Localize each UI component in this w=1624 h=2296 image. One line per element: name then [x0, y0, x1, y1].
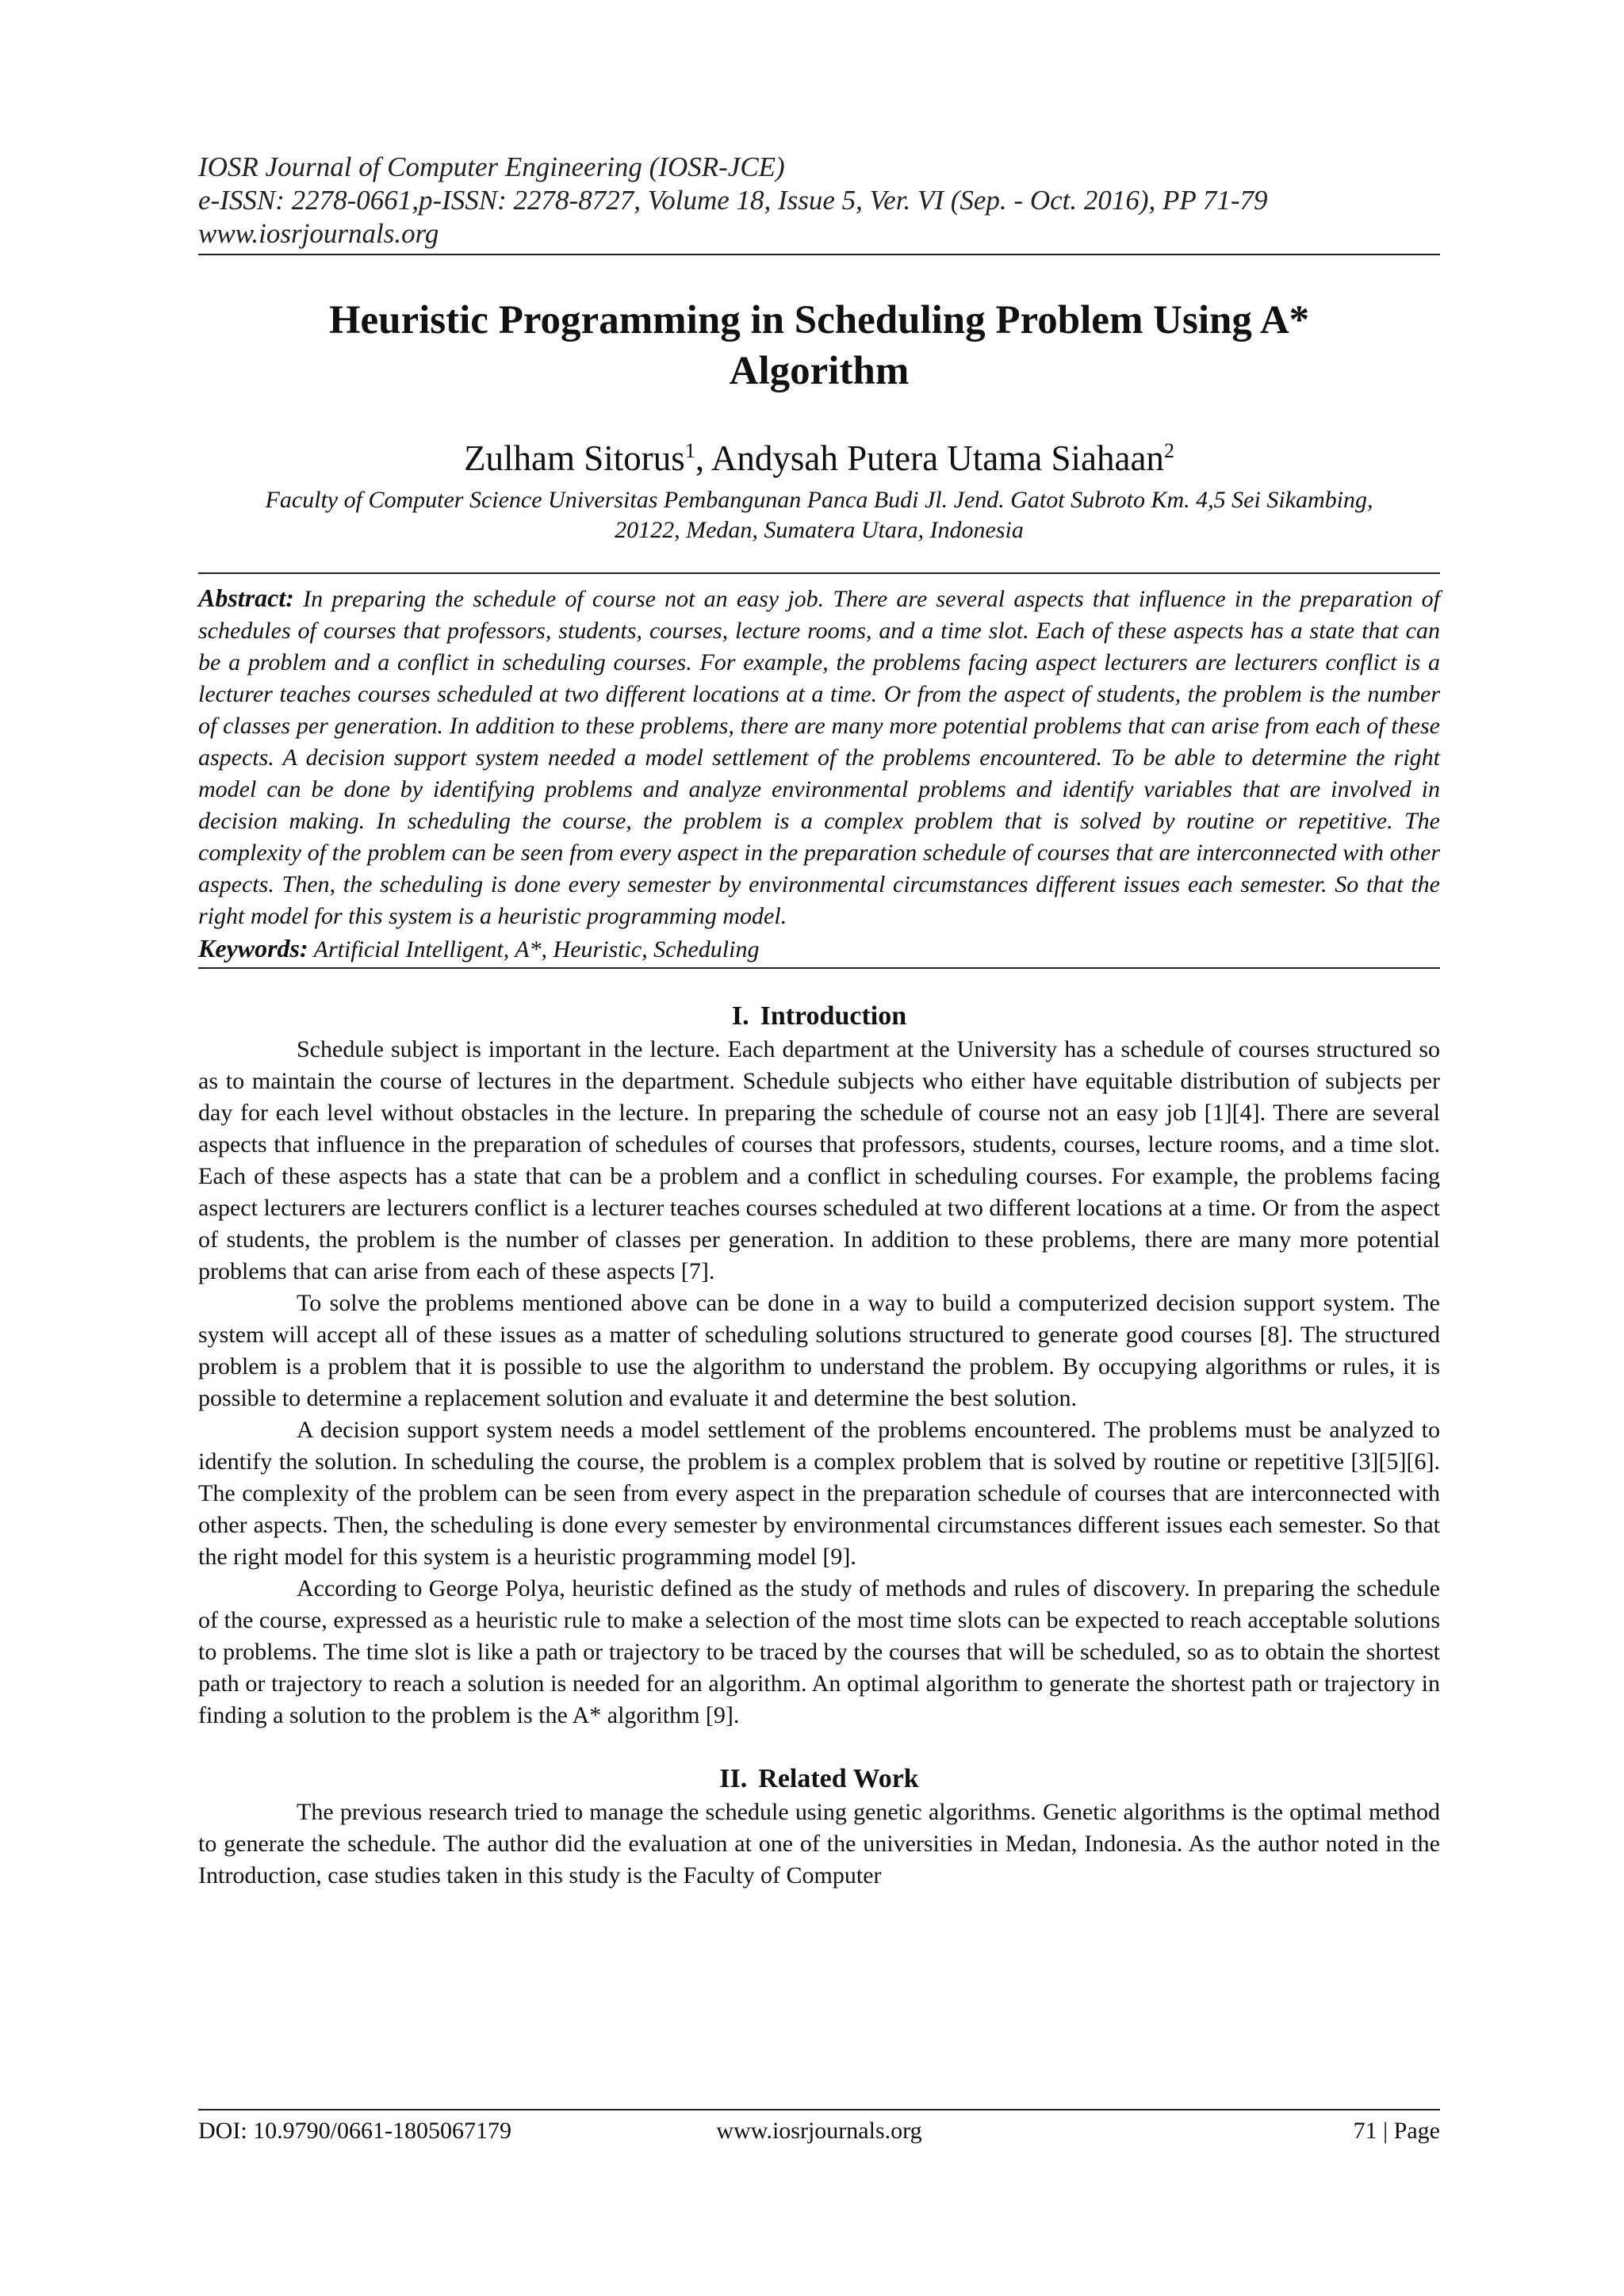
keywords-text: Artificial Intelligent, A*, Heuristic, Scheduling	[313, 936, 760, 962]
journal-header	[198, 151, 1440, 251]
abstract-divider-top	[198, 572, 1440, 574]
paper-page	[198, 151, 1440, 1892]
footer-page-number: 71 | Page	[1353, 2118, 1440, 2144]
header-divider	[198, 254, 1440, 255]
section-number: II.	[719, 1764, 748, 1793]
abstract-label: Abstract:	[198, 584, 294, 612]
abstract-text: In preparing the schedule of course not an easy job. There are several aspects that influence in the preparation of schedules of courses that professors, students, courses, lecture rooms, and a time slot. Each of these aspects has a state that can be a problem and a conflict in scheduling courses. For example, the problems facing aspect lecturers are lecturers conflict is a lecturer teaches courses scheduled at two different locations at a time. Or from the aspect of students, the problem is the number of classes per generation. In addition to these problems, there are many more potential problems that can arise from each of these aspects. A decision support system needed a model settlement of the problems encountered. To be able to determine the right model can be done by identifying problems and analyze environmental problems and identify variables that are involved in decision making. In scheduling the course, the problem is a complex problem that is solved by routine or repetitive. The complexity of the problem can be seen from every aspect in the preparation schedule of courses that are interconnected with other aspects. Then, the scheduling is done every semester by environmental circumstances different issues each semester. So that the right model for this system is a heuristic programming model.	[198, 586, 1441, 929]
footer-doi: DOI: 10.9790/0661-1805067179	[198, 2118, 511, 2144]
author-affiliation-mark: 2	[1163, 439, 1174, 462]
abstract	[198, 582, 1440, 932]
journal-website[interactable]: www.iosrjournals.org	[198, 218, 439, 249]
keywords-label: Keywords:	[198, 934, 308, 962]
body-paragraph: To solve the problems mentioned above can be done in a way to build a computerized decision support system. The system will accept all of these issues as a matter of scheduling solutions structured to generate good courses [8]. The structured problem is a problem that it is possible to use the algorithm to understand the problem. By occupying algorithms or rules, it is possible to determine a replacement solution and evaluate it and determine the best solution.	[198, 1290, 1440, 1411]
author-affiliation: Faculty of Computer Science Universitas Pembangunan Panca Budi Jl. Jend. Gatot Subroto Km. 4,5 Sei Sikambing, 20122, Medan, Sumatera Utara, Indonesia	[265, 487, 1373, 543]
author-separator: ,	[695, 438, 711, 478]
author-name: Zulham Sitorus	[464, 438, 685, 478]
paper-title: Heuristic Programming in Scheduling Problem Using A* Algorithm	[328, 298, 1310, 393]
section-number: I.	[731, 1001, 749, 1031]
abstract-divider-bottom	[198, 967, 1440, 969]
author-name: Andysah Putera Utama Siahaan	[710, 438, 1164, 478]
author-list	[198, 436, 1440, 480]
section-heading-introduction	[198, 999, 1440, 1034]
journal-name: IOSR Journal of Computer Engineering (IOSR-JCE)	[198, 151, 785, 182]
body-paragraph: The previous research tried to manage the schedule using genetic algorithms. Genetic algorithms is the optimal method to generate the schedule. The author did the evaluation at one of the universities in Medan, Indonesia. As the author noted in the Introduction, case studies taken in this study is the Faculty of Computer	[198, 1799, 1440, 1888]
keywords	[198, 932, 1440, 966]
body-paragraph: A decision support system needs a model settlement of the problems encountered. The problems must be analyzed to identify the solution. In scheduling the course, the problem is a complex problem that is solved by routine or repetitive [3][5][6]. The complexity of the problem can be seen from every aspect in the preparation schedule of courses that are interconnected with other aspects. Then, the scheduling is done every semester by environmental circumstances different issues each semester. So that the right model for this system is a heuristic programming model [9].	[198, 1417, 1440, 1570]
footer-divider	[198, 2109, 1440, 2110]
page-footer	[198, 2115, 1440, 2147]
body-paragraph: According to George Polya, heuristic defined as the study of methods and rules of discovery. In preparing the schedule of the course, expressed as a heuristic rule to make a selection of the most time slots can be expected to reach acceptable solutions to problems. The time slot is like a path or trajectory to be traced by the courses that will be scheduled, so as to obtain the shortest path or trajectory to reach a solution is needed for an algorithm. An optimal algorithm to generate the shortest path or trajectory in finding a solution to the problem is the A* algorithm [9].	[198, 1575, 1440, 1728]
footer-website[interactable]: www.iosrjournals.org	[716, 2118, 922, 2144]
section-heading-related-work	[198, 1762, 1440, 1797]
section-title: Introduction	[760, 1001, 907, 1031]
section-title: Related Work	[758, 1764, 919, 1793]
journal-issn: e-ISSN: 2278-0661,p-ISSN: 2278-8727, Volume 18, Issue 5, Ver. VI (Sep. - Oct. 2016), PP 71-79	[198, 185, 1268, 216]
body-paragraph: Schedule subject is important in the lecture. Each department at the University has a schedule of courses structured so as to maintain the course of lectures in the department. Schedule subjects who either have equitable distribution of subjects per day for each level without obstacles in the lecture. In preparing the schedule of course not an easy job [1][4]. There are several aspects that influence in the preparation of schedules of courses that professors, students, courses, lecture rooms, and a time slot. Each of these aspects has a state that can be a problem and a conflict in scheduling courses. For example, the problems facing aspect lecturers are lecturers conflict is a lecturer teaches courses scheduled at two different locations at a time. Or from the aspect of students, the problem is the number of classes per generation. In addition to these problems, there are many more potential problems that can arise from each of these aspects [7].	[198, 1036, 1440, 1284]
author-affiliation-mark: 1	[684, 439, 695, 462]
